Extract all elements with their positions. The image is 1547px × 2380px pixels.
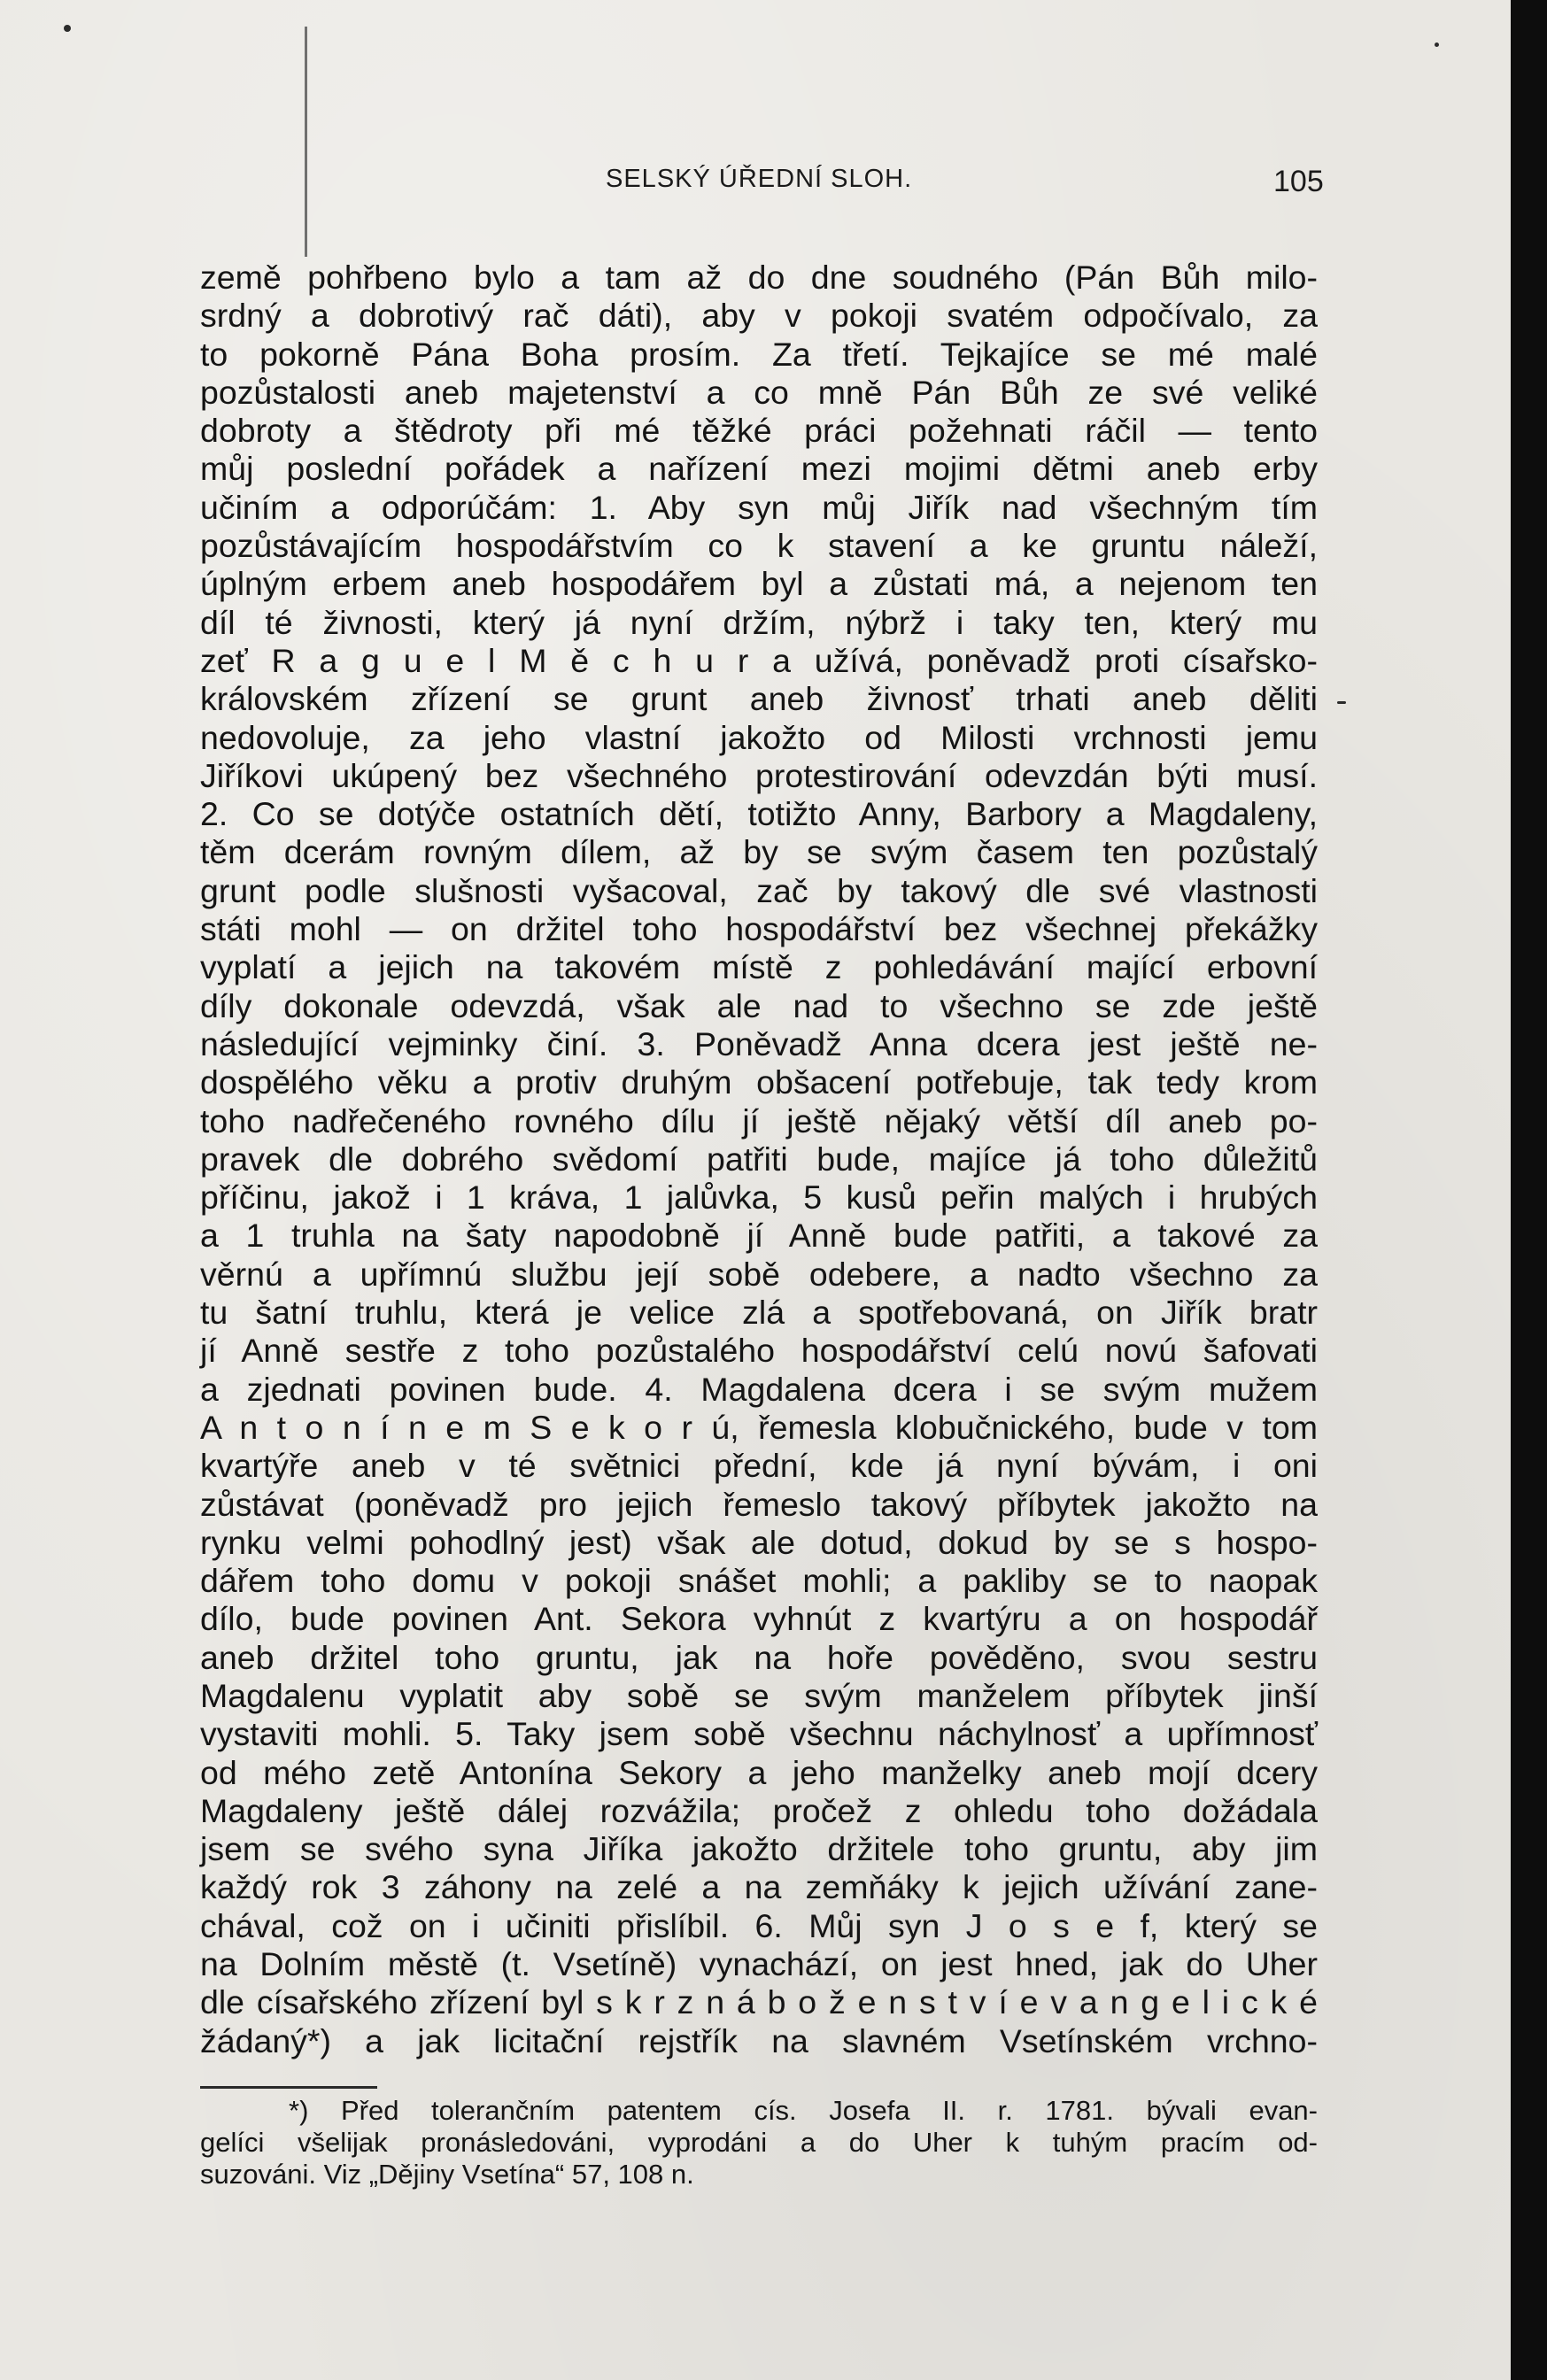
binding-shadow-line	[305, 27, 307, 257]
scan-edge	[1511, 0, 1547, 2380]
text-line: učiním a odporúčám: 1. Aby syn můj Jiřík nad všechným tím	[200, 488, 1318, 526]
text-line: země pohřbeno bylo a tam až do dne soudného (Pán Bůh milo-	[200, 259, 1318, 296]
footnote-line: suzováni. Viz „Dějiny Vsetína“ 57, 108 n.	[200, 2159, 694, 2190]
text-line: pravek dle dobrého svědomí patřiti bude, majíce já toho důležitů	[200, 1140, 1318, 1178]
text-line: jí Anně sestře z toho pozůstalého hospodářství celú novú šafovati	[200, 1332, 1318, 1370]
text-line: chával, což on i učiniti přislíbil. 6. Můj syn J o s e f, který se	[200, 1906, 1318, 1944]
print-speck	[64, 25, 71, 32]
text-line: královském zřízení se grunt aneb živnosť trhati aneb děliti	[200, 680, 1318, 718]
text-line: dářem toho domu v pokoji snášet mohli; a pakliby se to naopak	[200, 1562, 1318, 1600]
text-line: nedovoluje, za jeho vlastní jakožto od Milosti vrchnosti jemu	[200, 718, 1318, 756]
text-line: rynku velmi pohodlný jest) však ale dotud, dokud by se s hospo-	[200, 1523, 1318, 1561]
text-line: dospělého věku a protiv druhým obšacení potřebuje, tak tedy krom	[200, 1063, 1318, 1101]
footnote-line: *) Před tolerančním patentem cís. Josefa II. r. 1781. bývali evan-	[289, 2095, 1318, 2126]
text-line: každý rok 3 záhony na zelé a na zemňáky k jejich užívání zane-	[200, 1868, 1318, 1906]
text-line: grunt podle slušnosti vyšacoval, zač by takový dle své vlastnosti	[200, 871, 1318, 909]
text-line: žádaný*) a jak licitační rejstřík na slavném Vsetínském vrchno-	[200, 2021, 1318, 2059]
footnote-separator	[200, 2086, 377, 2089]
text-line: jsem se svého syna Jiříka jakožto držitele toho gruntu, aby jim	[200, 1830, 1318, 1868]
text-line: věrnú a upřímnú službu její sobě odebere, a nadto všechno za	[200, 1255, 1318, 1293]
text-line: dílo, bude povinen Ant. Sekora vyhnút z kvartýru a on hospodář	[200, 1600, 1318, 1638]
footnote	[200, 2095, 1318, 2191]
text-line: vystaviti mohli. 5. Taky jsem sobě všechnu náchylnosť a upřímnosť	[200, 1715, 1318, 1753]
text-line: Jiříkovi ukúpený bez všechného protestirování odevzdán býti musí.	[200, 756, 1318, 794]
text-line: pozůstalosti aneb majetenství a co mně Pán Bůh ze své veliké	[200, 373, 1318, 411]
text-line: můj poslední pořádek a nařízení mezi mojimi dětmi aneb erby	[200, 450, 1318, 488]
text-line: a 1 truhla na šaty napodobně jí Anně bude patřiti, a takové za	[200, 1217, 1318, 1255]
text-line: Magdaleny ještě dálej rozvážila; pročež z ohledu toho dožádala	[200, 1791, 1318, 1829]
text-line: na Dolním městě (t. Vsetíně) vynachází, on jest hned, jak do Uher	[200, 1945, 1318, 1983]
text-line: příčinu, jakož i 1 kráva, 1 jalůvka, 5 kusů peřin malých i hrubých	[200, 1178, 1318, 1217]
text-line: díly dokonale odevzdá, však ale nad to všechno se zde ještě	[200, 986, 1318, 1024]
body-text	[200, 259, 1318, 2060]
text-line: A n t o n í n e m S e k o r ú, řemesla klobučnického, bude v tom	[200, 1408, 1318, 1446]
footnote-line: gelíci všelijak pronásledováni, vyprodáni a do Uher k tuhým pracím od-	[200, 2127, 1318, 2158]
running-head: SELSKÝ ÚŘEDNÍ SLOH.	[606, 165, 913, 193]
text-line: aneb držitel toho gruntu, jak na hoře pověděno, svou sestru	[200, 1638, 1318, 1676]
text-line: Magdalenu vyplatit aby sobě se svým manželem příbytek jinší	[200, 1676, 1318, 1714]
text-line: dle císařského zřízení byl s k r z n á b o ž e n s t v í e v a n g e l i c k é	[200, 1983, 1318, 2021]
print-speck	[1337, 701, 1346, 704]
text-line: a zjednati povinen bude. 4. Magdalena dcera i se svým mužem	[200, 1370, 1318, 1408]
text-line: 2. Co se dotýče ostatních dětí, totižto Anny, Barbory a Magdaleny,	[200, 795, 1318, 833]
text-line: zeť R a g u e l M ě c h u r a užívá, poněvadž proti císařsko-	[200, 641, 1318, 679]
text-line: těm dcerám rovným dílem, až by se svým časem ten pozůstalý	[200, 833, 1318, 871]
text-line: od mého zetě Antonína Sekory a jeho manželky aneb mojí dcery	[200, 1753, 1318, 1791]
text-line: toho nadřečeného rovného dílu jí ještě nějaký větší díl aneb po-	[200, 1101, 1318, 1140]
print-speck	[1435, 42, 1439, 47]
text-line: úplným erbem aneb hospodářem byl a zůstati má, a nejenom ten	[200, 565, 1318, 603]
text-line: dobroty a štědroty při mé těžké práci požehnati ráčil — tento	[200, 412, 1318, 450]
text-line: zůstávat (poněvadž pro jejich řemeslo takový příbytek jakožto na	[200, 1485, 1318, 1523]
text-line: pozůstávajícím hospodářstvím co k stavení a ke gruntu náleží,	[200, 527, 1318, 565]
text-line: kvartýře aneb v té světnici přední, kde já nyní bývám, i oni	[200, 1447, 1318, 1485]
text-line: tu šatní truhlu, která je velice zlá a spotřebovaná, on Jiřík bratr	[200, 1294, 1318, 1332]
page-number: 105	[1273, 165, 1324, 198]
text-line: státi mohl — on držitel toho hospodářství bez všechnej překážky	[200, 910, 1318, 948]
text-line: díl té živnosti, který já nyní držím, nýbrž i taky ten, který mu	[200, 603, 1318, 641]
text-line: vyplatí a jejich na takovém místě z pohledávání mající erbovní	[200, 948, 1318, 986]
text-line: srdný a dobrotivý rač dáti), aby v pokoji svatém odpočívalo, za	[200, 297, 1318, 335]
text-line: to pokorně Pána Boha prosím. Za třetí. Tejkajíce se mé malé	[200, 335, 1318, 373]
text-line: následující vejminky činí. 3. Poněvadž Anna dcera jest ještě ne-	[200, 1024, 1318, 1062]
